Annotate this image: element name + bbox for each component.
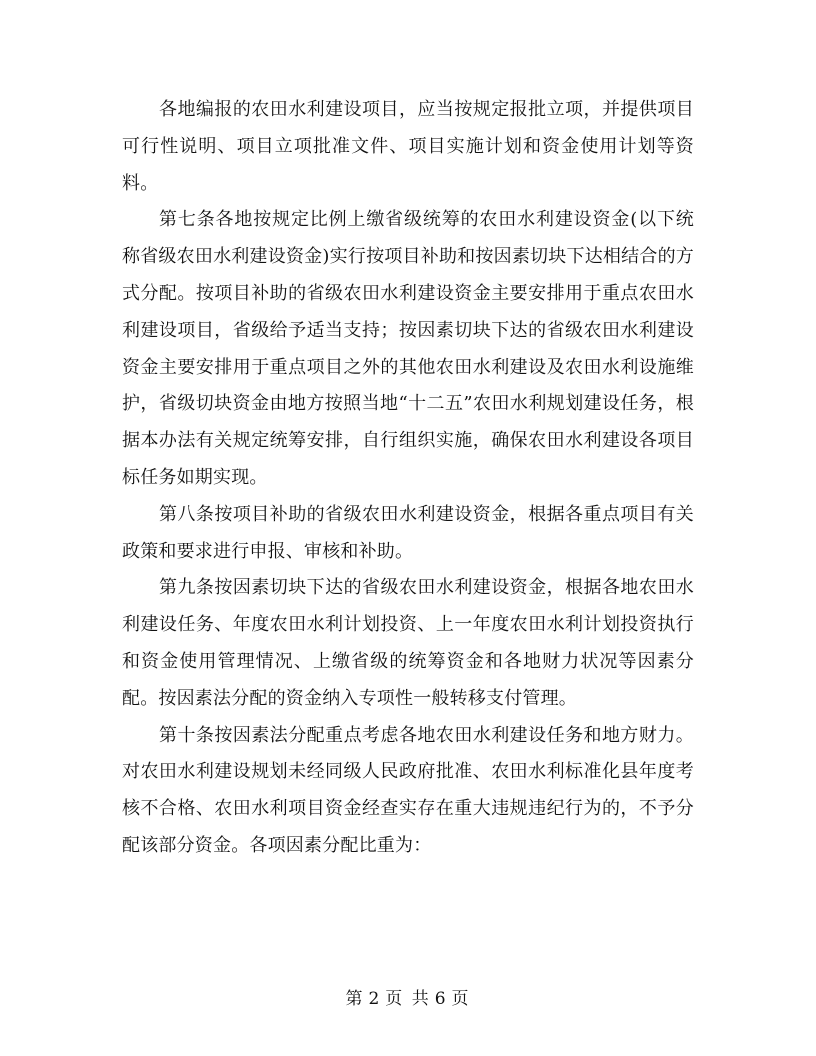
total-pages-number: 6 <box>434 989 448 1009</box>
document-body <box>122 92 694 865</box>
current-page-number: 2 <box>368 989 382 1009</box>
paragraph-article-9: 第九条按因素切块下达的省级农田水利建设资金，根据各地农田水利建设任务、年度农田水利计划投资、上一年度农田水利计划投资执行和资金使用管理情况、上缴省级的统筹资金和各地财力状况等因素分配。按因素法分配的资金纳入专项性一般转移支付管理。 <box>122 577 694 709</box>
footer-middle: 页 共 <box>385 989 431 1009</box>
footer-prefix: 第 <box>345 989 365 1009</box>
footer-suffix: 页 <box>451 989 471 1009</box>
paragraph-article-7: 第七条各地按规定比例上缴省级统筹的农田水利建设资金(以下统称省级农田水利建设资金)实行按项目补助和按因素切块下达相结合的方式分配。按项目补助的省级农田水利建设资金主要安排用于重点农田水利建设项目，省级给予适当支持；按因素切块下达的省级农田水利建设资金主要安排用于重点项目之外的其他农田水利建设及农田水利设施维护，省级切块资金由地方按照当地“十二五”农田水利规划建设任务，根据本办法有关规定统筹安排，自行组织实施，确保农田水利建设各项目标任务如期实现。 <box>122 209 694 488</box>
paragraph-1: 各地编报的农田水利建设项目，应当按规定报批立项，并提供项目可行性说明、项目立项批准文件、项目实施计划和资金使用计划等资料。 <box>122 99 694 194</box>
page-footer <box>0 984 816 1009</box>
paragraph-article-8: 第八条按项目补助的省级农田水利建设资金，根据各重点项目有关政策和要求进行申报、审核和补助。 <box>122 503 694 562</box>
paragraph-article-10: 第十条按因素法分配重点考虑各地农田水利建设任务和地方财力。对农田水利建设规划未经同级人民政府批准、农田水利标准化县年度考核不合格、农田水利项目资金经查实存在重大违规违纪行为的，不予分配该部分资金。各项因素分配比重为： <box>122 724 694 856</box>
